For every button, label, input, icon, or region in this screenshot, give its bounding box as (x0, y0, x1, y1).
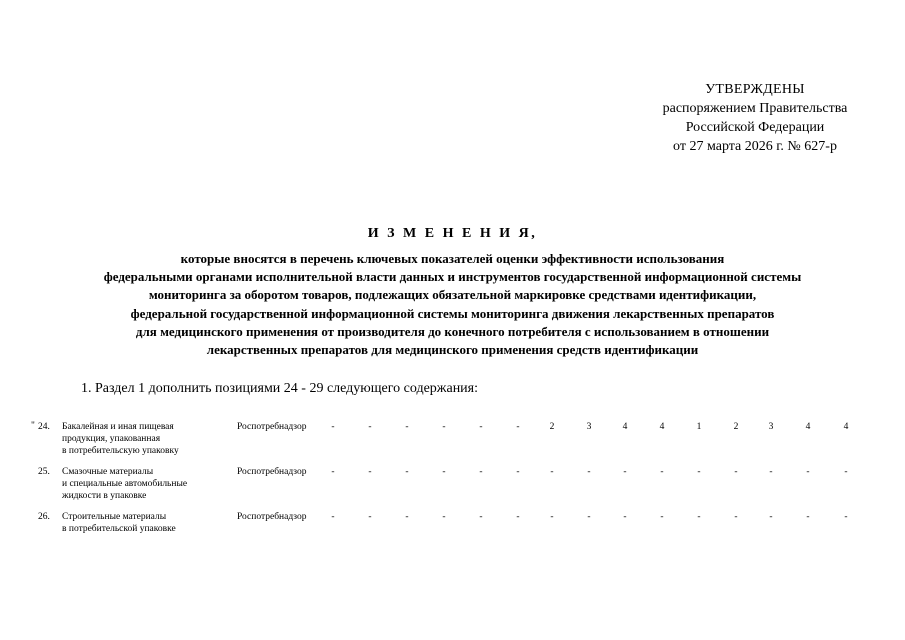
indicator-value: - (479, 467, 483, 477)
indicator-value: - (368, 422, 372, 432)
indicator-value: - (697, 512, 701, 522)
indicator-value: 2 (733, 422, 739, 432)
product-name-line: в потребительскую упаковку (62, 446, 179, 456)
indicator-value: - (368, 512, 372, 522)
indicator-value: - (660, 512, 664, 522)
subtitle-line: федеральной государственной информационной системы мониторинга движения лекарственных препаратов (130, 305, 775, 321)
indicator-value: 3 (586, 422, 592, 432)
indicator-value: 2 (549, 422, 555, 432)
approval-block (645, 80, 865, 156)
indicator-value: - (769, 467, 773, 477)
subtitle-line: мониторинга за оборотом товаров, подлежащих обязательной маркировке средствами идентификации, (148, 287, 757, 303)
subtitle-line: лекарственных препаратов для медицинского применения средств идентификации (206, 342, 699, 358)
product-name-line: Строительные материалы (62, 512, 167, 522)
approval-line-3: от 27 марта 2026 г. № 627-р (673, 139, 837, 154)
indicator-value: - (697, 467, 701, 477)
indicator-value: - (550, 467, 554, 477)
product-name-line: и специальные автомобильные (62, 479, 188, 489)
document-subtitle (20, 250, 885, 359)
indicator-value: 4 (843, 422, 849, 432)
approval-line-1: распоряжением Правительства (662, 101, 848, 116)
product-name-line: жидкости в упаковке (62, 491, 147, 501)
responsible-agency: Роспотребнадзор (237, 467, 307, 477)
indicator-value: - (442, 467, 446, 477)
document-title: И З М Е Н Е Н И Я, (367, 226, 538, 241)
row-number: 24. (38, 422, 50, 432)
indicator-value: - (442, 422, 446, 432)
open-quote: " (31, 421, 35, 431)
indicator-value: - (844, 467, 848, 477)
indicator-value: - (806, 512, 810, 522)
indicator-value: - (623, 512, 627, 522)
indicator-value: - (331, 422, 335, 432)
instruction-paragraph: 1. Раздел 1 дополнить позициями 24 - 29 следующего содержания: (81, 381, 479, 396)
product-name (62, 466, 232, 502)
indicator-value: - (844, 512, 848, 522)
indicator-value: - (405, 467, 409, 477)
indicator-value: - (442, 512, 446, 522)
indicator-value: - (660, 467, 664, 477)
indicator-value: - (331, 467, 335, 477)
responsible-agency: Роспотребнадзор (237, 422, 307, 432)
product-name-line: Бакалейная и иная пищевая (62, 422, 174, 432)
product-name-line: Смазочные материалы (62, 467, 154, 477)
product-name (62, 421, 232, 457)
row-number: 26. (38, 512, 50, 522)
indicator-value: - (331, 512, 335, 522)
product-name-line: в потребительской упаковке (62, 524, 176, 534)
indicator-value: - (769, 512, 773, 522)
approval-title: УТВЕРЖДЕНЫ (705, 82, 805, 97)
indicator-value: - (479, 512, 483, 522)
indicator-value: - (587, 512, 591, 522)
indicator-value: - (587, 467, 591, 477)
indicator-value: 4 (659, 422, 665, 432)
indicator-value: - (405, 422, 409, 432)
row-number: 25. (38, 467, 50, 477)
indicator-value: - (405, 512, 409, 522)
indicator-value: - (479, 422, 483, 432)
indicator-value: - (368, 467, 372, 477)
indicator-value: - (623, 467, 627, 477)
responsible-agency: Роспотребнадзор (237, 512, 307, 522)
indicator-value: 3 (768, 422, 774, 432)
indicator-value: - (516, 512, 520, 522)
subtitle-line: для медицинского применения от производителя до конечного потребителя с использованием в отношении (135, 323, 770, 339)
approval-line-2: Российской Федерации (685, 120, 825, 135)
product-name-line: продукция, упакованная (62, 434, 161, 444)
subtitle-line: федеральными органами исполнительной власти данных и инструментов государственной информационной системы (103, 269, 802, 285)
product-name (62, 511, 232, 535)
indicator-value: 1 (696, 422, 702, 432)
indicator-value: - (806, 467, 810, 477)
indicator-value: - (734, 467, 738, 477)
indicator-value: - (516, 467, 520, 477)
indicator-value: - (516, 422, 520, 432)
indicator-value: 4 (805, 422, 811, 432)
indicator-value: - (550, 512, 554, 522)
subtitle-line: которые вносятся в перечень ключевых показателей оценки эффективности использования (180, 251, 725, 266)
indicator-value: 4 (622, 422, 628, 432)
indicator-value: - (734, 512, 738, 522)
